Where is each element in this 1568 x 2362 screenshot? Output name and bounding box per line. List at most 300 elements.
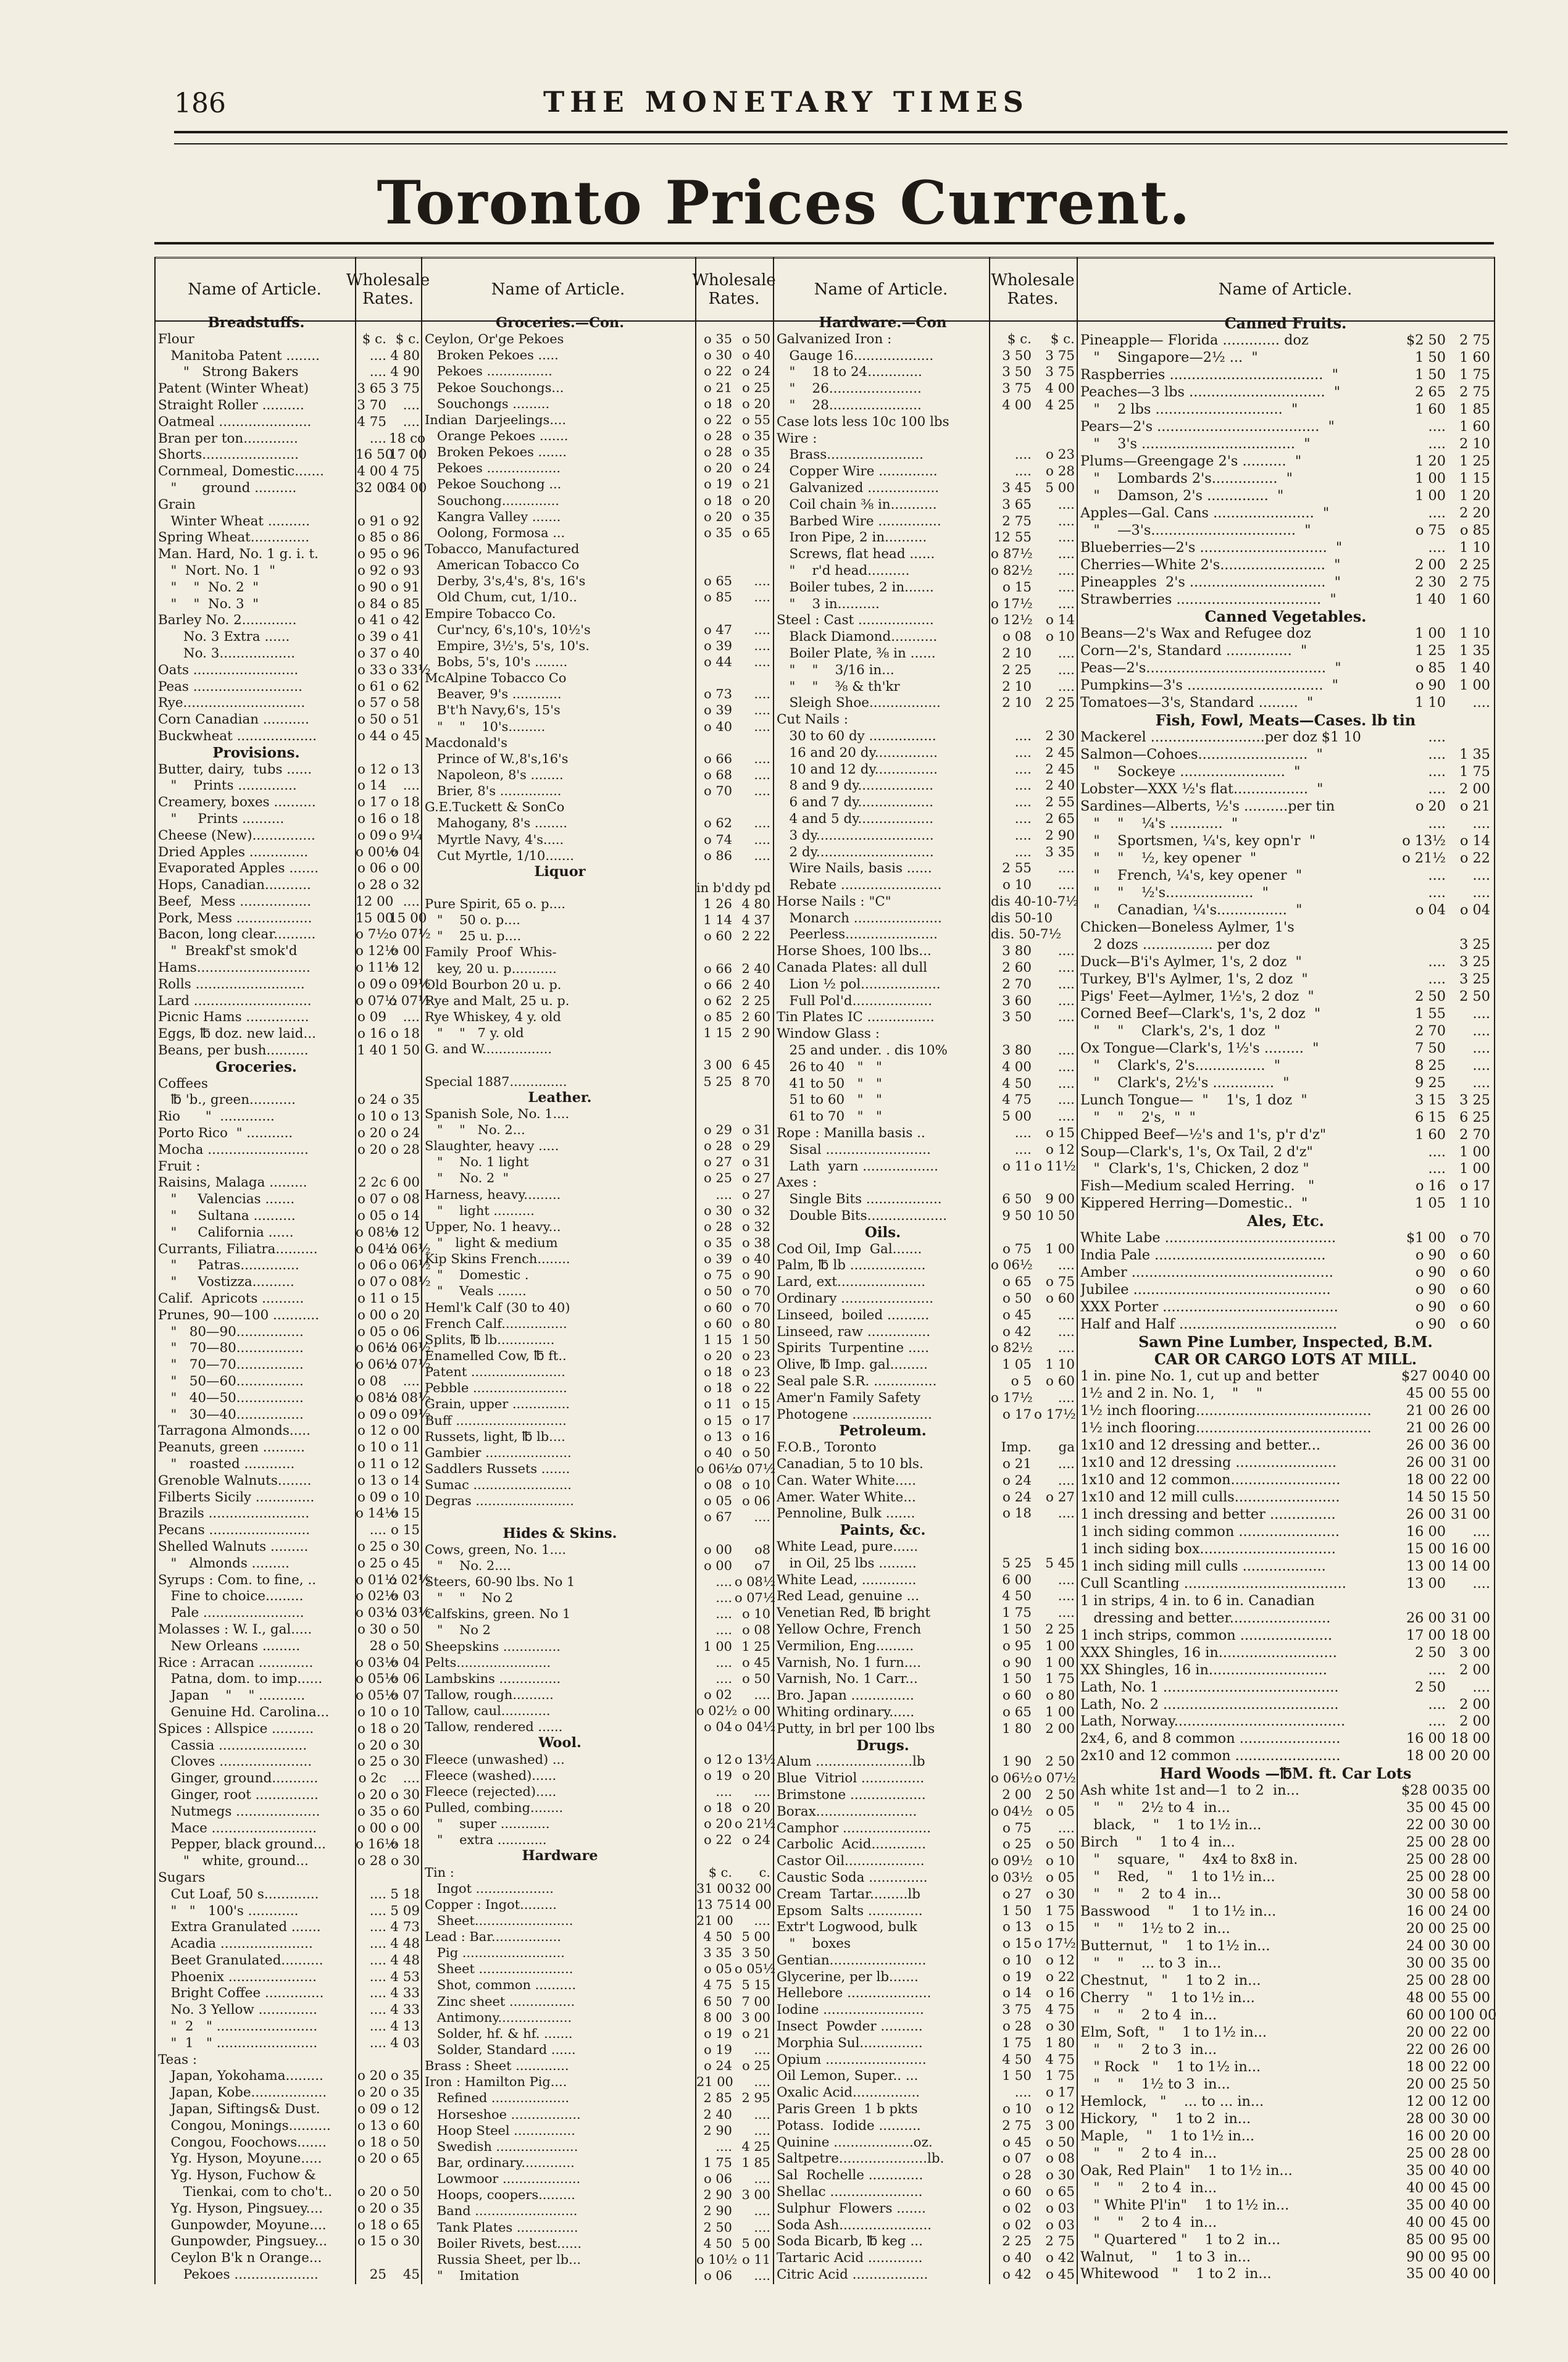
price-row bbox=[777, 845, 1073, 861]
article-name: " Clark's, 1's, Chicken, 2 doz " bbox=[1080, 1161, 1309, 1177]
article-name: Cut Loaf, 50 s............. bbox=[158, 1886, 319, 1902]
price-row bbox=[158, 381, 421, 398]
rate-low: o 15 bbox=[1003, 1936, 1032, 1952]
rate-high: o 31 bbox=[742, 1154, 770, 1170]
article-name: Tienkai, com to cho't.. bbox=[158, 2184, 333, 2200]
rate-high: 1 10 bbox=[1045, 1357, 1075, 1373]
rate-high: o 18 bbox=[391, 811, 420, 827]
price-row bbox=[158, 1274, 431, 1291]
article-name: " 25 u. p.... bbox=[425, 929, 522, 944]
article-name: Souchong.............. bbox=[425, 493, 559, 508]
rate-high: o 05 bbox=[1046, 1803, 1075, 1819]
article-name: " 70—80................ bbox=[158, 1340, 304, 1356]
rate-high: o 15 bbox=[391, 1506, 420, 1522]
rate-low: 2 85 bbox=[703, 2090, 732, 2106]
price-row bbox=[777, 1142, 1073, 1159]
rate-high: o 15 bbox=[742, 1396, 770, 1412]
price-row bbox=[777, 1324, 1073, 1341]
rate-high: 40 00 bbox=[1450, 2266, 1490, 2282]
price-row bbox=[1080, 1144, 1491, 1161]
rate-high: o 07½ bbox=[735, 1461, 776, 1476]
rate-low: o 18 bbox=[357, 2134, 386, 2150]
price-row bbox=[777, 1572, 1073, 1589]
article-name: Axes : bbox=[777, 1175, 817, 1191]
section-title: Drugs. bbox=[856, 1737, 909, 1754]
rate-low: o 20 bbox=[357, 1737, 386, 1753]
rate-high: .... bbox=[1057, 562, 1075, 578]
rate-high: o 16 bbox=[1046, 1985, 1075, 2001]
rate-low: o 13½ bbox=[1402, 833, 1446, 849]
article-name: Cull Scantling ..................................... bbox=[1080, 1575, 1346, 1592]
price-row bbox=[158, 1572, 431, 1589]
article-name: Epsom Salts ............. bbox=[777, 1903, 923, 1919]
rate-high: 14 00 bbox=[1450, 1558, 1490, 1574]
price-row bbox=[425, 670, 769, 686]
rate-high: 10 50 bbox=[1036, 1208, 1075, 1224]
rate-low: .... bbox=[1014, 464, 1032, 480]
price-row bbox=[425, 1897, 772, 1913]
article-name: 2x4, 6, and 8 common ....................... bbox=[1080, 1730, 1341, 1747]
price-row bbox=[425, 589, 769, 605]
rate-low: 4 50 bbox=[1002, 1588, 1032, 1605]
article-name: " ground .......... bbox=[158, 480, 297, 496]
price-row bbox=[1080, 2232, 1491, 2249]
price-row bbox=[1080, 764, 1491, 781]
rate-high: 3 25 bbox=[1459, 1091, 1490, 1108]
price-row bbox=[1080, 1023, 1491, 1040]
rate-high: o 27 bbox=[742, 1171, 770, 1186]
article-name: Band ......................... bbox=[425, 2203, 578, 2219]
rate-low: o 92 bbox=[357, 562, 386, 578]
rate-high: 4 48 bbox=[390, 1936, 420, 1952]
price-row bbox=[777, 596, 1073, 613]
article-name: Citric Acid .................. bbox=[777, 2267, 928, 2283]
price-row bbox=[425, 380, 769, 396]
article-name: Pekoes .................. bbox=[425, 461, 561, 476]
rate-low: 16 00 bbox=[1406, 2127, 1446, 2144]
price-row bbox=[425, 363, 769, 379]
price-row bbox=[1080, 1264, 1491, 1282]
article-name: Red Lead, genuine ... bbox=[777, 1588, 920, 1605]
article-name: key, 20 u. p........... bbox=[425, 961, 557, 976]
rate-low: o 14 bbox=[357, 778, 386, 794]
rate-high: .... bbox=[402, 1374, 420, 1389]
rate-low: $ c. bbox=[1007, 331, 1032, 347]
rate-high: o 31 bbox=[742, 1122, 770, 1138]
rate-high: o 62 bbox=[391, 678, 420, 695]
rate-high: c. bbox=[759, 1864, 770, 1880]
top-rule-thin bbox=[174, 143, 1508, 144]
price-row bbox=[425, 1509, 769, 1525]
rate-low: o 90 bbox=[1415, 1299, 1446, 1316]
rate-high: 2 95 bbox=[741, 2090, 770, 2106]
price-row bbox=[425, 476, 769, 492]
rate-low: o 06 bbox=[704, 2171, 732, 2187]
price-row bbox=[777, 762, 1073, 778]
rate-low: .... bbox=[1014, 728, 1032, 744]
price-row bbox=[158, 2168, 421, 2184]
rate-high: 3 00 bbox=[741, 2187, 770, 2203]
article-name: Canada Plates: all dull bbox=[777, 960, 928, 976]
article-name: " " ⅜ & th'kr bbox=[777, 678, 900, 695]
article-name: Gunpowder, Moyune.... bbox=[158, 2217, 327, 2233]
article-name: Pebble ....................... bbox=[425, 1380, 567, 1396]
article-name: Cherry " 1 to 1½ in... bbox=[1080, 1989, 1255, 2006]
rate-high: o 04 bbox=[391, 1655, 420, 1671]
rate-low: o 66 bbox=[704, 751, 732, 766]
price-row bbox=[777, 960, 1073, 977]
column-rule bbox=[154, 257, 156, 2284]
price-row bbox=[158, 1953, 421, 1969]
rate-high: o 18 bbox=[391, 1837, 420, 1853]
rate-high: 28 00 bbox=[1450, 1834, 1490, 1851]
rate-low: 16 00 bbox=[1406, 1730, 1446, 1747]
article-name: Turkey, B'l's Aylmer, 1's, 2 doz " bbox=[1080, 970, 1308, 987]
price-row bbox=[158, 1258, 431, 1274]
price-row bbox=[1080, 1990, 1491, 2007]
rate-high: o 35 bbox=[391, 2085, 420, 2101]
rate-low: o 20 bbox=[704, 509, 732, 524]
article-name: Spanish Sole, No. 1.... bbox=[425, 1106, 570, 1121]
price-row bbox=[425, 444, 769, 460]
rate-low: .... bbox=[369, 1886, 386, 1902]
rate-low: o 20 bbox=[357, 2068, 386, 2084]
rate-high: o 35 bbox=[391, 2068, 420, 2084]
rate-high: 45 00 bbox=[1450, 2179, 1490, 2196]
price-row bbox=[425, 347, 769, 363]
rate-high: o 18 bbox=[391, 795, 420, 811]
rate-low: 1 15 bbox=[703, 1025, 732, 1041]
article-name: Camphor ..................... bbox=[777, 1820, 932, 1836]
rate-low: o 10 bbox=[1003, 1952, 1032, 1968]
price-row bbox=[158, 927, 431, 943]
rate-low: 3 50 bbox=[1002, 348, 1032, 364]
price-row bbox=[425, 1074, 769, 1090]
article-name: Horse Nails : "C" bbox=[777, 893, 891, 909]
article-name: 1½ and 2 in. No. 1, " " bbox=[1080, 1385, 1263, 1402]
rate-high: .... bbox=[1057, 513, 1075, 529]
rate-low: o 74 bbox=[704, 832, 732, 847]
rate-high: 4 75 bbox=[390, 464, 420, 480]
page-number: 186 bbox=[174, 88, 226, 119]
article-name: Japan, Siftings& Dust. bbox=[158, 2101, 320, 2118]
rate-high: .... bbox=[1057, 1075, 1075, 1091]
rate-high: 4 80 bbox=[741, 896, 770, 912]
article-name: Hams........................... bbox=[158, 960, 311, 976]
rate-low: .... bbox=[1428, 539, 1446, 556]
article-name: Copper : Ingot......... bbox=[425, 1897, 557, 1912]
rate-high: 26 00 bbox=[1450, 1420, 1490, 1436]
rate-low: o 62 bbox=[704, 993, 732, 1008]
rate-high: 40 00 bbox=[1450, 2197, 1490, 2213]
rate-low: o 5 bbox=[1011, 1374, 1032, 1389]
article-name: " " 2's, " " bbox=[1080, 1109, 1196, 1125]
rate-high: o 08 bbox=[391, 1191, 420, 1208]
article-name: Pekoes ................ bbox=[425, 364, 553, 379]
rate-high: 3 75 bbox=[1045, 348, 1075, 364]
rate-high: 4 80 bbox=[390, 348, 420, 364]
rate-low: o 90 bbox=[1415, 1264, 1446, 1281]
price-row bbox=[425, 1622, 769, 1638]
rate-low: o 19 bbox=[704, 477, 732, 492]
article-name: Solder, hf. & hf. ....... bbox=[425, 2026, 573, 2041]
rate-low: 2 90 bbox=[703, 2122, 732, 2138]
rate-high: o 17½ bbox=[1034, 1936, 1076, 1952]
price-row bbox=[1080, 2076, 1491, 2093]
rate-high: o 20 bbox=[742, 396, 770, 411]
rate-low: 18 00 bbox=[1406, 2058, 1446, 2075]
article-name: Bobs, 5's, 10's ........ bbox=[425, 654, 568, 669]
rate-low: .... bbox=[369, 2035, 386, 2051]
price-row bbox=[777, 1671, 1073, 1688]
rate-low: dis 40-10-7½ bbox=[991, 893, 1078, 909]
price-row bbox=[1080, 1541, 1491, 1558]
rate-high: .... bbox=[1057, 1324, 1075, 1340]
price-row bbox=[1080, 1230, 1491, 1247]
article-name: Tomatoes—3's, Standard ......... " bbox=[1080, 695, 1314, 711]
article-name: Spices : Allspice .......... bbox=[158, 1721, 314, 1737]
price-row bbox=[1080, 401, 1491, 419]
rate-low: o 42 bbox=[1003, 2267, 1032, 2283]
rate-low: 1 60 bbox=[1415, 401, 1446, 417]
price-row bbox=[158, 2250, 421, 2267]
article-name: " roasted ............ bbox=[158, 1456, 295, 1472]
article-name: Hemlock, " ... to ... in... bbox=[1080, 2093, 1264, 2110]
rate-high: 1 00 bbox=[1459, 1143, 1490, 1160]
article-name: " " ½'s.................... " bbox=[1080, 884, 1269, 901]
price-row bbox=[777, 1191, 1073, 1208]
rate-high: o 28 bbox=[1046, 464, 1075, 480]
rate-high: 28 00 bbox=[1450, 1972, 1490, 1989]
price-row bbox=[158, 1324, 421, 1341]
article-name: G. and W................. bbox=[425, 1041, 553, 1057]
price-row bbox=[1080, 1972, 1491, 1990]
article-name: Putty, in brl per 100 lbs bbox=[777, 1721, 935, 1737]
rate-low: 21 00 bbox=[1406, 1420, 1446, 1436]
price-row bbox=[425, 557, 769, 573]
price-row bbox=[1080, 1593, 1491, 1610]
rate-high: o 15 bbox=[391, 1522, 420, 1538]
price-row bbox=[425, 1332, 769, 1348]
rate-low: o 42 bbox=[1003, 1324, 1032, 1340]
article-name: " super ............ bbox=[425, 1816, 550, 1832]
rate-low: o 03½ bbox=[356, 1605, 398, 1621]
price-row bbox=[158, 1588, 421, 1605]
article-name: Lath, Norway....................................... bbox=[1080, 1713, 1346, 1730]
price-row bbox=[425, 815, 769, 831]
section-title: Hardware bbox=[522, 1848, 598, 1864]
rate-high: o 30 bbox=[1046, 2168, 1075, 2184]
price-row bbox=[425, 412, 769, 428]
article-name: Chestnut, " 1 to 2 in... bbox=[1080, 1972, 1261, 1989]
price-row bbox=[1080, 1403, 1491, 1420]
article-name: Beef, Mess ................. bbox=[158, 893, 312, 909]
rate-high: 1 75 bbox=[1459, 366, 1490, 383]
price-row bbox=[158, 2118, 421, 2135]
article-name: Sisal ......................... bbox=[777, 1141, 931, 1158]
article-name: Slaughter, heavy ..... bbox=[425, 1138, 559, 1154]
price-row bbox=[1080, 1247, 1491, 1264]
rate-high: o 07½ bbox=[389, 993, 431, 1009]
price-row bbox=[777, 1490, 1073, 1506]
price-row bbox=[1080, 1938, 1491, 1955]
price-row bbox=[1080, 1955, 1491, 1972]
rate-low: .... bbox=[369, 430, 386, 446]
rate-low: 2 90 bbox=[703, 2203, 732, 2219]
rate-high: o8 bbox=[754, 1542, 770, 1557]
price-row bbox=[1080, 729, 1491, 746]
article-name: 1 inch dressing and better ............... bbox=[1080, 1506, 1336, 1522]
article-name: Blueberries—2's ............................. " bbox=[1080, 539, 1343, 556]
rate-high: o 03½ bbox=[389, 1605, 431, 1621]
price-row bbox=[1080, 1524, 1491, 1541]
rate-low: .... bbox=[1428, 1713, 1446, 1730]
rate-low: o 00 bbox=[357, 1307, 386, 1323]
rate-low: o 28 bbox=[1003, 2168, 1032, 2184]
rate-high: 17 00 bbox=[389, 447, 427, 463]
article-name: Brier, 8's ............... bbox=[425, 783, 562, 799]
price-row bbox=[425, 493, 769, 509]
rate-low: 22 00 bbox=[1406, 2041, 1446, 2058]
rate-high: .... bbox=[1057, 645, 1075, 661]
rate-high: 4 53 bbox=[390, 1969, 420, 1985]
price-row bbox=[158, 2101, 421, 2118]
rate-high: o 12 bbox=[1046, 1952, 1075, 1968]
rate-low: o 65 bbox=[1003, 1704, 1032, 1720]
rate-low: .... bbox=[1428, 884, 1446, 901]
article-name: Apples—Gal. Cans ....................... " bbox=[1080, 504, 1330, 521]
section-heading bbox=[425, 1848, 769, 1864]
price-row bbox=[425, 1945, 769, 1961]
rate-high: .... bbox=[754, 767, 770, 782]
price-row bbox=[777, 1887, 1073, 1903]
price-row bbox=[1080, 1282, 1491, 1299]
rate-low: 45 00 bbox=[1406, 1385, 1446, 1402]
price-row bbox=[1080, 1713, 1491, 1730]
rate-high: .... bbox=[1057, 960, 1075, 976]
price-row bbox=[158, 1837, 421, 1853]
rate-low: o 18 bbox=[704, 1380, 732, 1396]
price-row bbox=[425, 1993, 769, 2009]
price-row bbox=[777, 1175, 1073, 1191]
rate-high: 2 40 bbox=[1045, 778, 1075, 794]
article-name: Monarch ..................... bbox=[777, 910, 942, 926]
price-row bbox=[158, 1506, 421, 1522]
article-name: Cherries—White 2's........................ " bbox=[1080, 556, 1341, 573]
rate-low: in b'd bbox=[696, 880, 733, 895]
article-name: " " 10's......... bbox=[425, 719, 546, 734]
rate-low: 2 50 bbox=[1415, 1679, 1446, 1695]
price-row bbox=[777, 1456, 1073, 1473]
article-name: Rebate ........................ bbox=[777, 877, 942, 893]
article-name: Varnish, No. 1 Carr... bbox=[777, 1671, 918, 1687]
article-name: Pears—2's ..................................... " bbox=[1080, 418, 1335, 435]
price-row bbox=[1080, 695, 1491, 712]
price-row bbox=[777, 398, 1073, 414]
rate-low: o 82½ bbox=[991, 562, 1033, 578]
rate-low: 6 15 bbox=[1415, 1109, 1446, 1125]
rate-low: 2 25 bbox=[1002, 2234, 1032, 2250]
article-name: Cows, green, No. 1.... bbox=[425, 1542, 567, 1557]
price-row bbox=[1080, 1075, 1491, 1092]
rate-low: o 11 bbox=[357, 1456, 386, 1472]
price-row bbox=[158, 1853, 421, 1870]
article-name: " Singapore—2½ ... " bbox=[1080, 349, 1258, 365]
rate-high: o 22 bbox=[1046, 1969, 1075, 1985]
article-name: Coffees bbox=[158, 1075, 208, 1091]
rate-low: 3 60 bbox=[1002, 993, 1032, 1009]
rate-high: 95 00 bbox=[1450, 2248, 1490, 2265]
rate-low: .... bbox=[369, 1522, 386, 1538]
article-name: Gambier ..................... bbox=[425, 1445, 572, 1460]
rate-high: o 17 bbox=[742, 1413, 770, 1428]
article-name: Refined ................... bbox=[425, 2090, 570, 2106]
rate-high: o 21 bbox=[742, 477, 770, 492]
price-row bbox=[158, 497, 421, 514]
rate-low: 90 00 bbox=[1406, 2248, 1446, 2265]
price-row bbox=[1080, 937, 1491, 954]
price-row bbox=[777, 1242, 1073, 1258]
price-row bbox=[425, 1671, 769, 1687]
price-row bbox=[1080, 816, 1491, 833]
price-row bbox=[1080, 2059, 1491, 2076]
rate-high: 18 co bbox=[389, 430, 426, 446]
article-name: Enamelled Cow, ℔ ft.. bbox=[425, 1348, 567, 1363]
rate-high: 15 50 bbox=[1450, 1488, 1490, 1505]
price-column bbox=[158, 314, 431, 2284]
price-row bbox=[1080, 1748, 1491, 1765]
price-row bbox=[425, 1187, 769, 1203]
price-row bbox=[158, 894, 421, 911]
article-name: Evaporated Apples ....... bbox=[158, 861, 319, 877]
article-name: Old Bourbon 20 u. p. bbox=[425, 977, 562, 992]
rate-low: o 17½ bbox=[991, 1390, 1033, 1406]
rate-high: 1 25 bbox=[741, 1638, 770, 1654]
rate-low: .... bbox=[715, 1622, 732, 1638]
article-name: Man. Hard, No. 1 g. i. t. bbox=[158, 546, 319, 562]
rate-low: o 28 bbox=[704, 428, 732, 443]
column-rule bbox=[1077, 257, 1078, 2284]
article-name: Russets, light, ℔ lb.... bbox=[425, 1429, 565, 1444]
price-row bbox=[777, 893, 1078, 911]
rate-high: o 00 bbox=[742, 1703, 770, 1719]
article-name: Pennoline, Bulk ....... bbox=[777, 1506, 915, 1522]
price-row bbox=[1080, 885, 1491, 902]
price-row bbox=[1080, 436, 1491, 453]
price-row bbox=[158, 1556, 421, 1572]
rate-high: o 21 bbox=[742, 2026, 770, 2041]
rate-low: 2 30 bbox=[1415, 574, 1446, 590]
article-name: " Red, " 1 to 1½ in... bbox=[1080, 1869, 1275, 1885]
section-heading bbox=[777, 1423, 1073, 1440]
rate-low: o 04 bbox=[1415, 901, 1446, 918]
rate-high: o 04 bbox=[1459, 901, 1490, 918]
rate-high: o 10 bbox=[391, 1704, 420, 1720]
rate-low: 20 00 bbox=[1406, 2076, 1446, 2092]
article-name: Souchongs ......... bbox=[425, 396, 550, 411]
price-row bbox=[1080, 988, 1491, 1006]
rate-low: 3 50 bbox=[1002, 1009, 1032, 1025]
article-name: Rolls .......................... bbox=[158, 976, 305, 992]
column-rule bbox=[773, 257, 774, 2284]
price-row bbox=[777, 1340, 1073, 1357]
rate-low: 24 00 bbox=[1406, 1938, 1446, 1955]
rate-low: o 11 bbox=[704, 1396, 732, 1412]
article-name: Sugars bbox=[158, 1869, 206, 1885]
rate-high: o 92 bbox=[391, 513, 420, 529]
rate-high: o 20 bbox=[742, 1767, 770, 1783]
rate-high: o 70 bbox=[742, 1300, 770, 1315]
